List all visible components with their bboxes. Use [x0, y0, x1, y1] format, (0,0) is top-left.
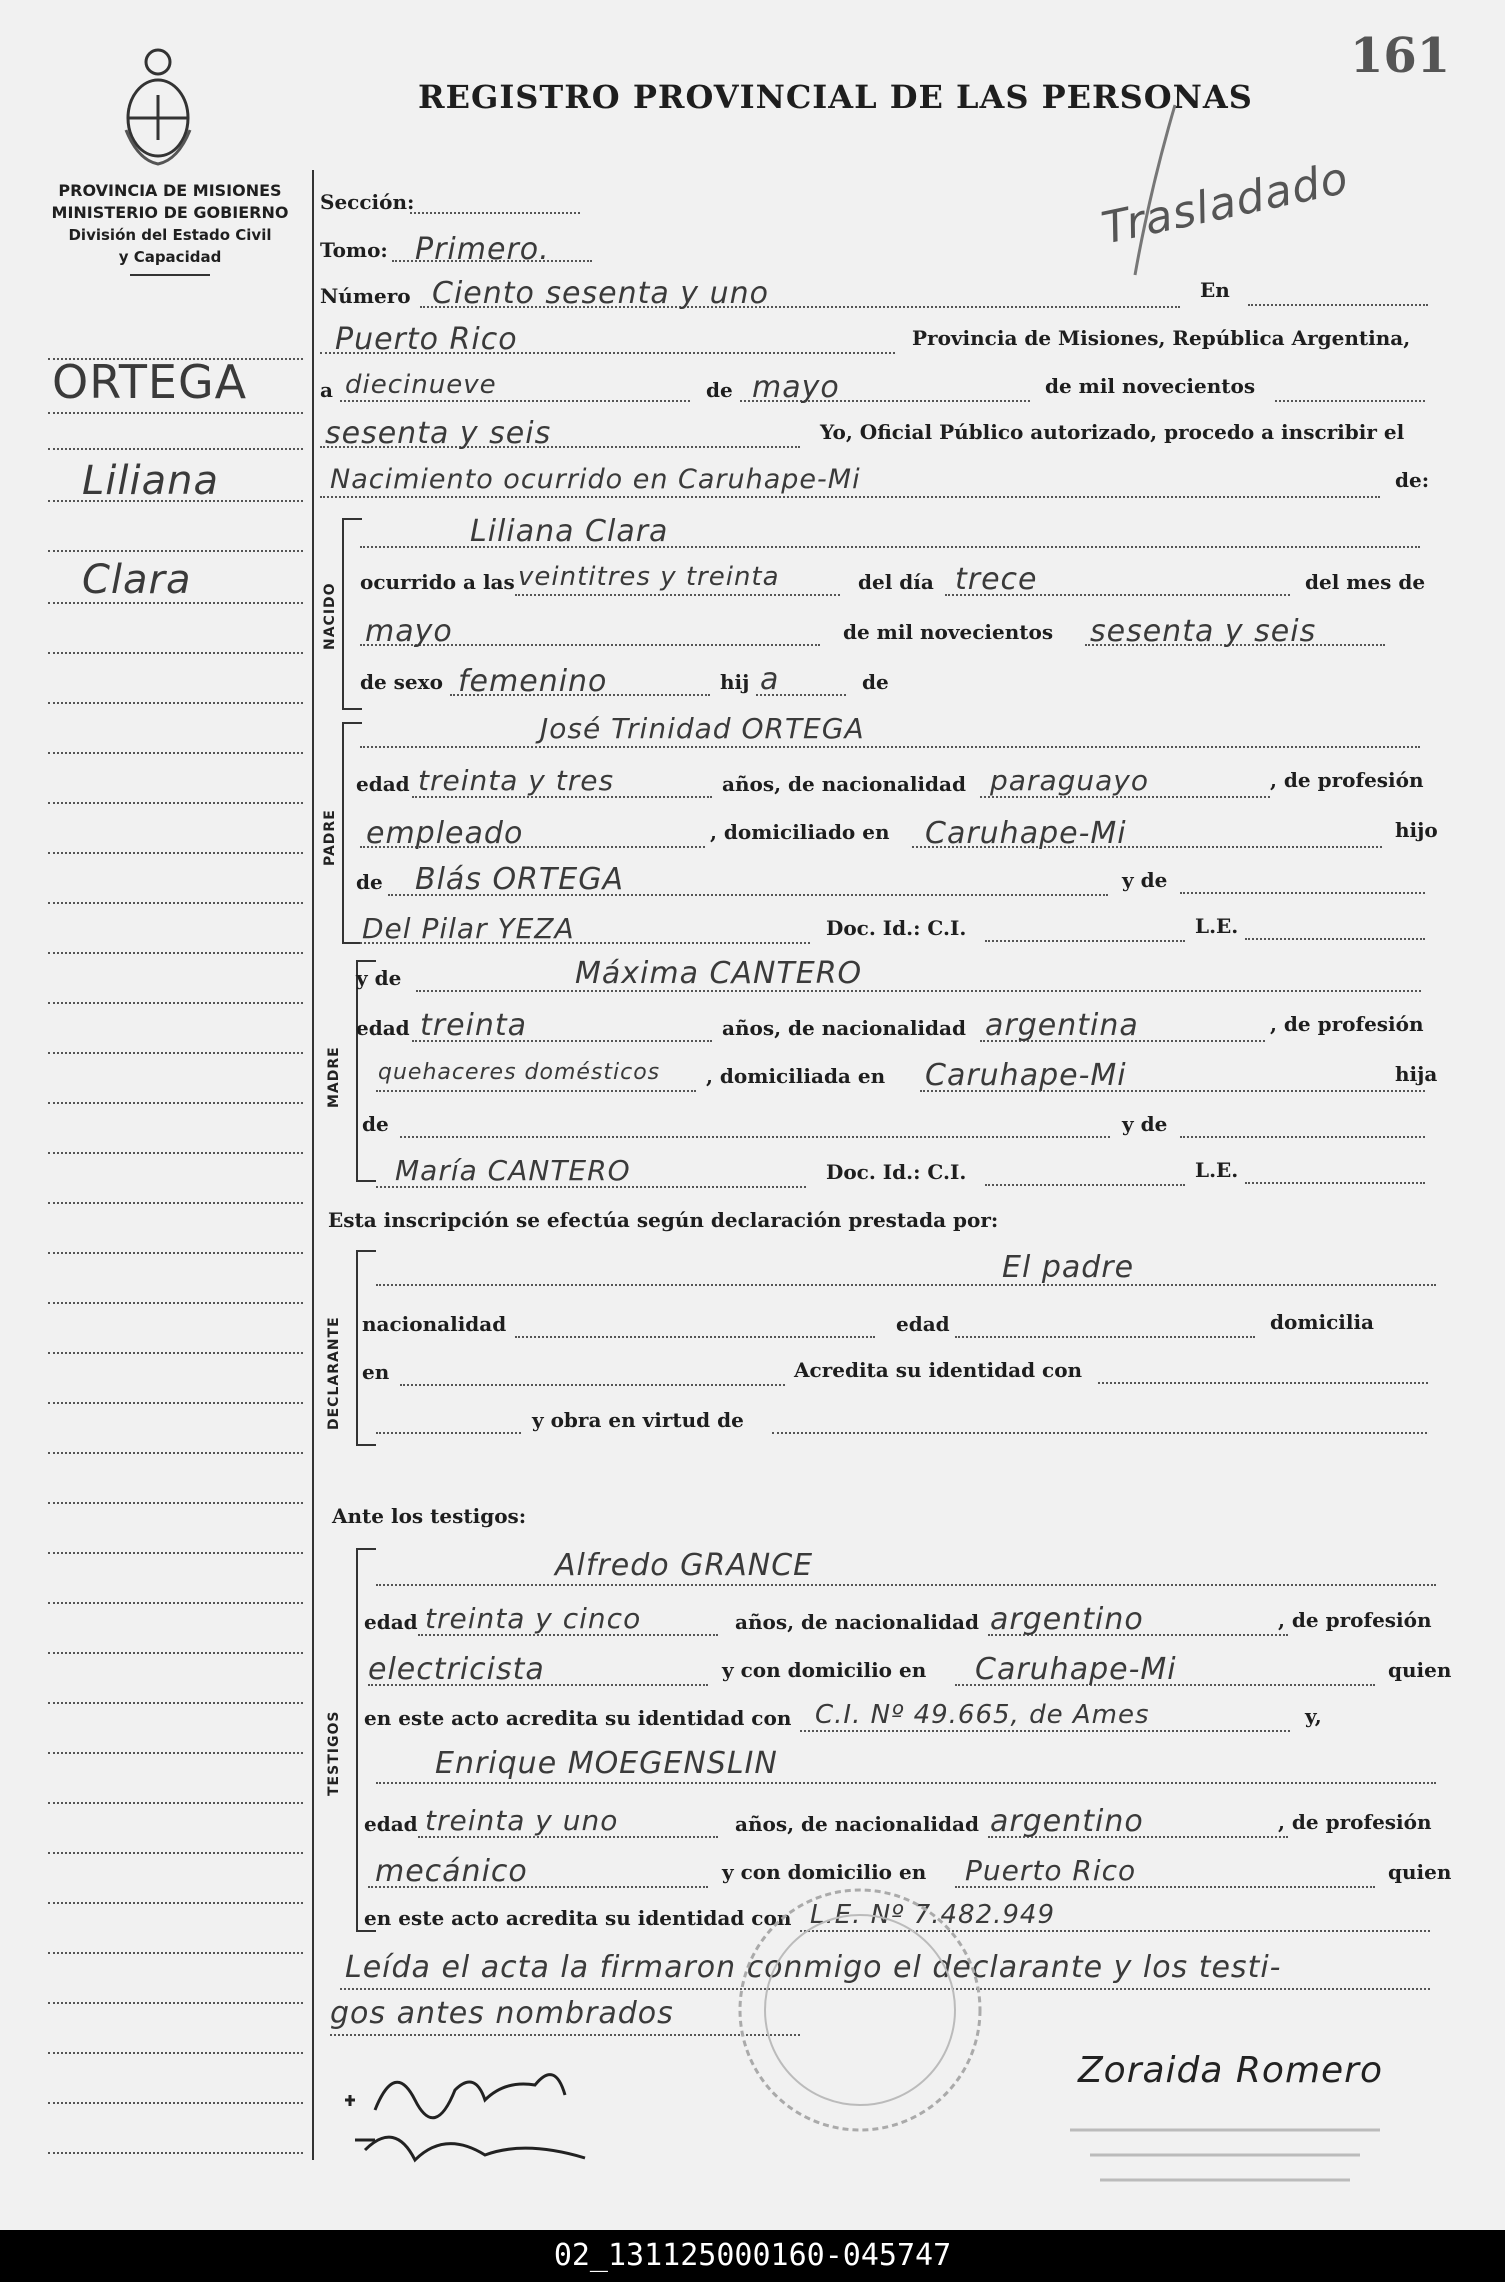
- madre-bracket: [356, 960, 358, 1182]
- label-acredita: Acredita su identidad con: [794, 1358, 1083, 1382]
- value-testigo1-nombre: Alfredo GRANCE: [555, 1548, 814, 1583]
- value-hija-suffix: a: [760, 662, 780, 697]
- value-padre-domicilio: Caruhape-Mi: [925, 816, 1127, 851]
- value-numero: Ciento sesenta y uno: [432, 276, 769, 311]
- value-hora: veintitres y treinta: [518, 562, 780, 592]
- value-madre-edad: treinta: [420, 1008, 528, 1043]
- label-provincia: Provincia de Misiones, República Argentina,: [912, 326, 1411, 350]
- margin-surname: ORTEGA: [52, 355, 248, 409]
- label-t2-acredita: en este acto acredita su identidad con: [364, 1906, 792, 1930]
- label-t2-quien: quien: [1388, 1860, 1452, 1884]
- label-declaracion: Esta inscripción se efectúa según declaración prestada por:: [328, 1208, 999, 1232]
- label-t1-domicilio: y con domicilio en: [722, 1658, 927, 1682]
- label-madre-y-de-2: y de: [1122, 1112, 1168, 1136]
- label-de-mes: de: [706, 378, 733, 402]
- margin-name-1: Liliana: [82, 458, 219, 504]
- value-mes-nac: mayo: [365, 614, 453, 649]
- value-abuela-paterna: Del Pilar YEZA: [362, 912, 575, 945]
- page-number: 161: [1350, 28, 1451, 84]
- declarante-bracket: [356, 1250, 358, 1446]
- label-mil-novecientos: de mil novecientos: [1045, 374, 1256, 398]
- label-en: En: [1200, 278, 1230, 302]
- label-madre-domicilio: , domiciliada en: [706, 1064, 886, 1088]
- value-testigo2-nacionalidad: argentino: [990, 1804, 1144, 1839]
- label-madre-edad: edad: [356, 1016, 410, 1040]
- label-t1-y: y,: [1305, 1704, 1322, 1728]
- label-de-padres: de: [862, 670, 889, 694]
- label-yo-oficial: Yo, Oficial Público autorizado, procedo a inscribir el: [820, 420, 1405, 444]
- nacido-bracket: [342, 518, 344, 710]
- issuer-line-3: División del Estado Civil: [68, 226, 272, 244]
- issuer-line-4: y Capacidad: [118, 248, 222, 266]
- value-testigo1-domicilio: Caruhape-Mi: [975, 1652, 1177, 1687]
- label-hij: hij: [720, 670, 750, 694]
- value-madre-nacionalidad: argentina: [985, 1008, 1139, 1043]
- value-madre-nombre: Máxima CANTERO: [575, 956, 863, 991]
- label-t1-acredita: en este acto acredita su identidad con: [364, 1706, 792, 1730]
- value-padre-nacionalidad: paraguayo: [990, 764, 1149, 797]
- issuer-block: [40, 180, 300, 276]
- side-label-madre: MADRE: [326, 1046, 342, 1108]
- transferred-stamp: Trasladado: [1097, 152, 1353, 255]
- side-label-declarante: DECLARANTE: [326, 1316, 342, 1430]
- signature-stamp-lines-icon: [1060, 2110, 1390, 2200]
- value-mes: mayo: [752, 370, 840, 405]
- label-padre-profesion: , de profesión: [1270, 768, 1424, 792]
- issuer-line-2: MINISTERIO DE GOBIERNO: [51, 203, 289, 222]
- label-de-sexo: de sexo: [360, 670, 443, 694]
- label-del-mes-de: del mes de: [1305, 570, 1426, 594]
- margin-divider: [312, 170, 314, 2160]
- value-testigo1-documento: C.I. Nº 49.665, de Ames: [815, 1700, 1150, 1730]
- side-label-nacido: NACIDO: [322, 582, 338, 650]
- value-tomo: Primero.: [415, 232, 550, 267]
- value-padre-nombre: José Trinidad ORTEGA: [540, 712, 865, 745]
- label-madre-le: L.E.: [1195, 1158, 1239, 1182]
- issuer-line-1: PROVINCIA DE MISIONES: [58, 181, 282, 200]
- testigos-bracket: [356, 1548, 358, 1932]
- document-id-footer: 02_131125000160-045747: [0, 2230, 1505, 2282]
- label-declarante-nacionalidad: nacionalidad: [362, 1312, 507, 1336]
- value-testigo2-nombre: Enrique MOEGENSLIN: [435, 1746, 778, 1781]
- label-declarante-edad: edad: [896, 1312, 950, 1336]
- value-padre-profesion: empleado: [366, 816, 524, 851]
- label-padre-doc: Doc. Id.: C.I.: [826, 916, 967, 940]
- label-padre-nacionalidad: años, de nacionalidad: [722, 772, 966, 796]
- label-t2-domicilio: y con domicilio en: [722, 1860, 927, 1884]
- value-testigo2-profesion: mecánico: [375, 1854, 528, 1889]
- label-obra-virtud: y obra en virtud de: [532, 1408, 744, 1432]
- value-abuelo-paterno: Blás ORTEGA: [415, 862, 624, 897]
- stamp-stroke-icon: [1120, 100, 1200, 280]
- label-de-colon: de:: [1395, 468, 1430, 492]
- document-title: REGISTRO PROVINCIAL DE LAS PERSONAS: [418, 78, 1253, 116]
- value-madre-domicilio: Caruhape-Mi: [925, 1058, 1127, 1093]
- label-madre-profesion: , de profesión: [1270, 1012, 1424, 1036]
- value-sexo: femenino: [458, 664, 608, 699]
- label-t1-edad: edad: [364, 1610, 418, 1634]
- label-seccion: Sección:: [320, 190, 415, 214]
- label-madre-doc: Doc. Id.: C.I.: [826, 1160, 967, 1184]
- label-numero: Número: [320, 284, 411, 308]
- label-ocurrido-a-las: ocurrido a las: [360, 570, 515, 594]
- label-madre-y-de: y de: [356, 966, 402, 990]
- value-lugar: Puerto Rico: [335, 322, 518, 357]
- label-a: a: [320, 378, 333, 402]
- label-t1-quien: quien: [1388, 1658, 1452, 1682]
- value-padre-edad: treinta y tres: [418, 764, 615, 797]
- label-ante-testigos: Ante los testigos:: [332, 1504, 527, 1528]
- value-testigo2-documento: L.E. Nº 7.482.949: [810, 1900, 1055, 1930]
- signature-declarante-icon: [335, 2040, 635, 2180]
- value-anio-nac: sesenta y seis: [1090, 614, 1317, 649]
- label-padre-y-de: y de: [1122, 868, 1168, 892]
- coat-of-arms-icon: [118, 40, 198, 170]
- label-padre-domicilio: , domiciliado en: [710, 820, 890, 844]
- label-declarante-domicilia: domicilia: [1270, 1310, 1375, 1334]
- label-padre-de: de: [356, 870, 383, 894]
- value-abuela-materna: María CANTERO: [395, 1154, 631, 1187]
- value-dia-nac: trece: [955, 562, 1038, 597]
- label-madre-nacionalidad: años, de nacionalidad: [722, 1016, 966, 1040]
- official-seal-icon: [730, 1880, 990, 2140]
- closing-line-1: Leída el acta la firmaron conmigo el declarante y los testi-: [345, 1950, 1282, 1985]
- label-t1-nacionalidad: años, de nacionalidad: [735, 1610, 979, 1634]
- label-del-dia: del día: [858, 570, 934, 594]
- label-tomo: Tomo:: [320, 238, 388, 262]
- closing-line-2: gos antes nombrados: [330, 1996, 674, 2031]
- value-testigo2-edad: treinta y uno: [425, 1804, 619, 1837]
- value-testigo1-edad: treinta y cinco: [425, 1602, 642, 1635]
- label-t1-profesion: , de profesión: [1278, 1608, 1432, 1632]
- label-hijo: hijo: [1395, 818, 1438, 842]
- value-dia: diecinueve: [345, 370, 497, 400]
- label-hija: hija: [1395, 1062, 1438, 1086]
- label-t2-edad: edad: [364, 1812, 418, 1836]
- value-declarante: El padre: [1002, 1250, 1135, 1285]
- value-anio: sesenta y seis: [325, 416, 552, 451]
- margin-name-2: Clara: [82, 557, 192, 603]
- value-testigo1-profesion: electricista: [368, 1652, 545, 1687]
- label-t2-nacionalidad: años, de nacionalidad: [735, 1812, 979, 1836]
- label-madre-de: de: [362, 1112, 389, 1136]
- padre-bracket: [342, 722, 344, 944]
- value-testigo2-domicilio: Puerto Rico: [965, 1854, 1137, 1887]
- label-declarante-en: en: [362, 1360, 390, 1384]
- value-madre-profesion: quehaceres domésticos: [378, 1060, 661, 1085]
- side-label-padre: PADRE: [322, 809, 338, 866]
- value-nombre: Liliana Clara: [470, 514, 669, 549]
- value-acto: Nacimiento ocurrido en Caruhape-Mi: [330, 464, 861, 495]
- value-testigo1-nacionalidad: argentino: [990, 1602, 1144, 1637]
- label-de-mil-novecientos: de mil novecientos: [843, 620, 1054, 644]
- label-padre-edad: edad: [356, 772, 410, 796]
- label-t2-profesion: , de profesión: [1278, 1810, 1432, 1834]
- side-label-testigos: TESTIGOS: [326, 1710, 342, 1796]
- label-padre-le: L.E.: [1195, 914, 1239, 938]
- signature-oficial: Zoraida Romero: [1078, 2050, 1383, 2091]
